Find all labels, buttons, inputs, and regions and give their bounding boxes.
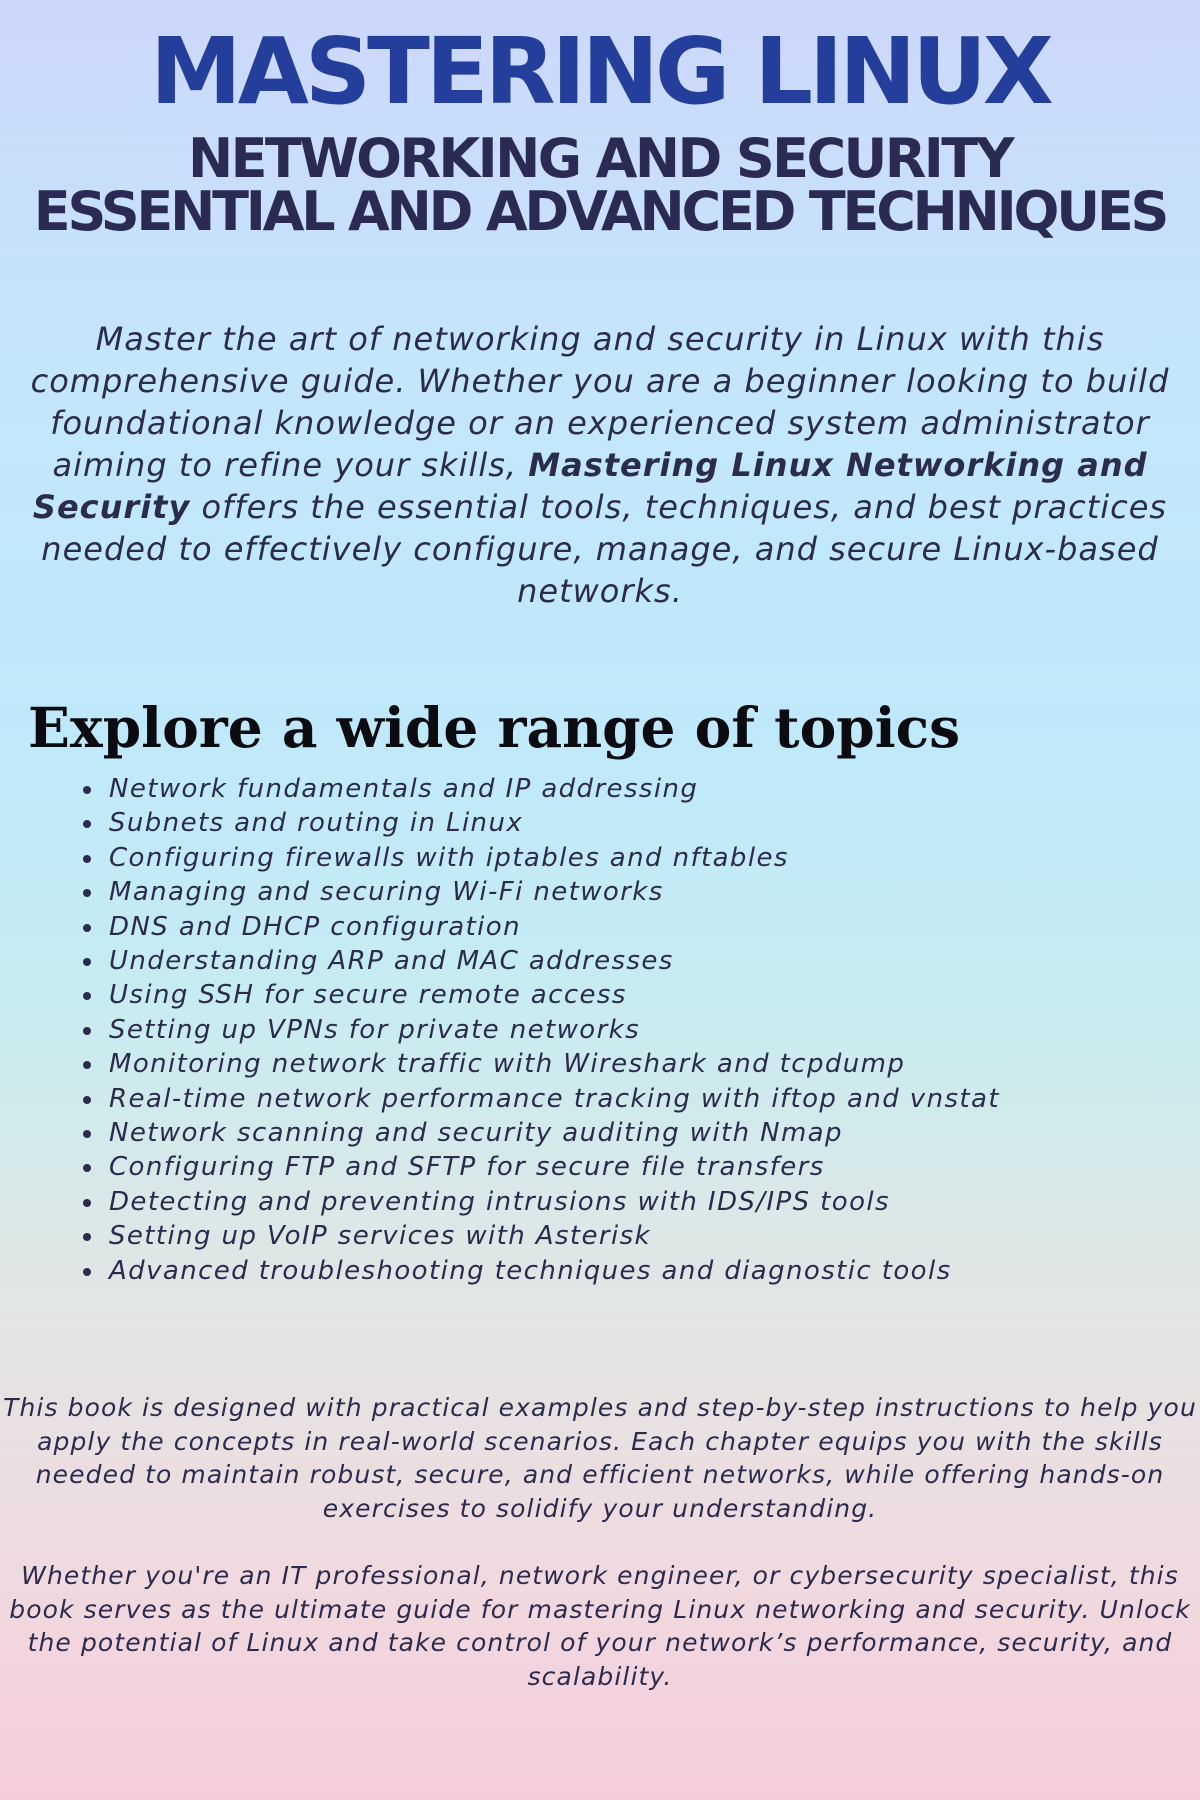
topic-label: Advanced troubleshooting techniques and diagnostic tools [109, 1255, 952, 1286]
bullet-icon [83, 958, 91, 966]
topics-heading: Explore a wide range of topics [28, 695, 961, 760]
topics-list [80, 772, 1000, 1288]
bullet-icon [83, 1199, 91, 1207]
subtitle-line-1: NETWORKING AND SECURITY [188, 127, 1012, 190]
topic-item [109, 1150, 1000, 1184]
topic-label: Subnets and routing in Linux [109, 808, 524, 839]
topic-label: Detecting and preventing intrusions with IDS/IPS tools [109, 1186, 890, 1217]
topic-label: DNS and DHCP configuration [109, 911, 521, 942]
bullet-icon [83, 1027, 91, 1035]
bullet-icon [83, 1268, 91, 1276]
topic-item [109, 1185, 1000, 1219]
subtitle-line-2: ESSENTIAL AND ADVANCED TECHNIQUES [33, 180, 1167, 243]
bullet-icon [83, 786, 91, 794]
bullet-icon [83, 889, 91, 897]
topic-label: Managing and securing Wi-Fi networks [109, 877, 664, 908]
book-title: MASTERING LINUX [150, 18, 1050, 125]
bullet-icon [83, 1130, 91, 1138]
topic-label: Understanding ARP and MAC addresses [109, 946, 674, 977]
practical-paragraph: This book is designed with practical examples and step-by-step instructions to help you apply the concepts in real-world scenarios. Each chapter equips you with the skills needed to maintain robust, secure, and efficient networks, while offering hands-on exercises to solidify your understanding. [3, 1393, 1197, 1523]
topic-item [109, 772, 1000, 806]
topic-label: Setting up VPNs for private networks [109, 1014, 641, 1045]
intro-text-after: offers the essential tools, techniques, and best practices needed to effectively configure, manage, and secure Linux-based networks. [41, 488, 1168, 610]
audience-paragraph: Whether you're an IT professional, network engineer, or cybersecurity specialist, this book serves as the ultimate guide for mastering Linux networking and security. Unlock the potential of Linux and take control of your network’s performance, security, and scalability. [9, 1561, 1191, 1691]
bullet-icon [83, 855, 91, 863]
bullet-icon [83, 1233, 91, 1241]
bullet-icon [83, 820, 91, 828]
topic-label: Network fundamentals and IP addressing [109, 774, 699, 804]
topic-item [109, 841, 1000, 875]
topic-label: Configuring FTP and SFTP for secure file transfers [109, 1152, 825, 1183]
topic-item [109, 1219, 1000, 1253]
bullet-icon [83, 1164, 91, 1172]
topic-label: Using SSH for secure remote access [109, 980, 627, 1011]
topic-item [109, 1047, 1000, 1081]
topic-item [109, 978, 1000, 1012]
bullet-icon [83, 1061, 91, 1069]
topic-label: Configuring firewalls with iptables and nftables [109, 842, 789, 873]
topic-item [109, 944, 1000, 978]
topic-item [109, 910, 1000, 944]
topic-item [109, 1013, 1000, 1047]
intro-book-name: Mastering Linux Networking and Security [32, 446, 1148, 526]
topic-label: Setting up VoIP services with Asterisk [109, 1221, 651, 1252]
topic-label: Real-time network performance tracking with iftop and vnstat [109, 1083, 1000, 1114]
topic-item [109, 806, 1000, 840]
topic-item [109, 1116, 1000, 1150]
topic-label: Network scanning and security auditing with Nmap [109, 1118, 843, 1149]
bullet-icon [83, 924, 91, 932]
intro-paragraph [20, 318, 1180, 612]
topic-item [109, 1254, 1000, 1288]
intro-text-before: Master the art of networking and security in Linux with this comprehensive guide. Whether you are a beginner looking to build foundational knowledge or an experienced system administrator aiming to refine your skills, [30, 320, 1170, 484]
bullet-icon [83, 992, 91, 1000]
topic-item [109, 1082, 1000, 1116]
topic-label: Monitoring network traffic with Wireshark and tcpdump [109, 1049, 906, 1080]
topic-item [109, 875, 1000, 909]
bullet-icon [83, 1096, 91, 1104]
